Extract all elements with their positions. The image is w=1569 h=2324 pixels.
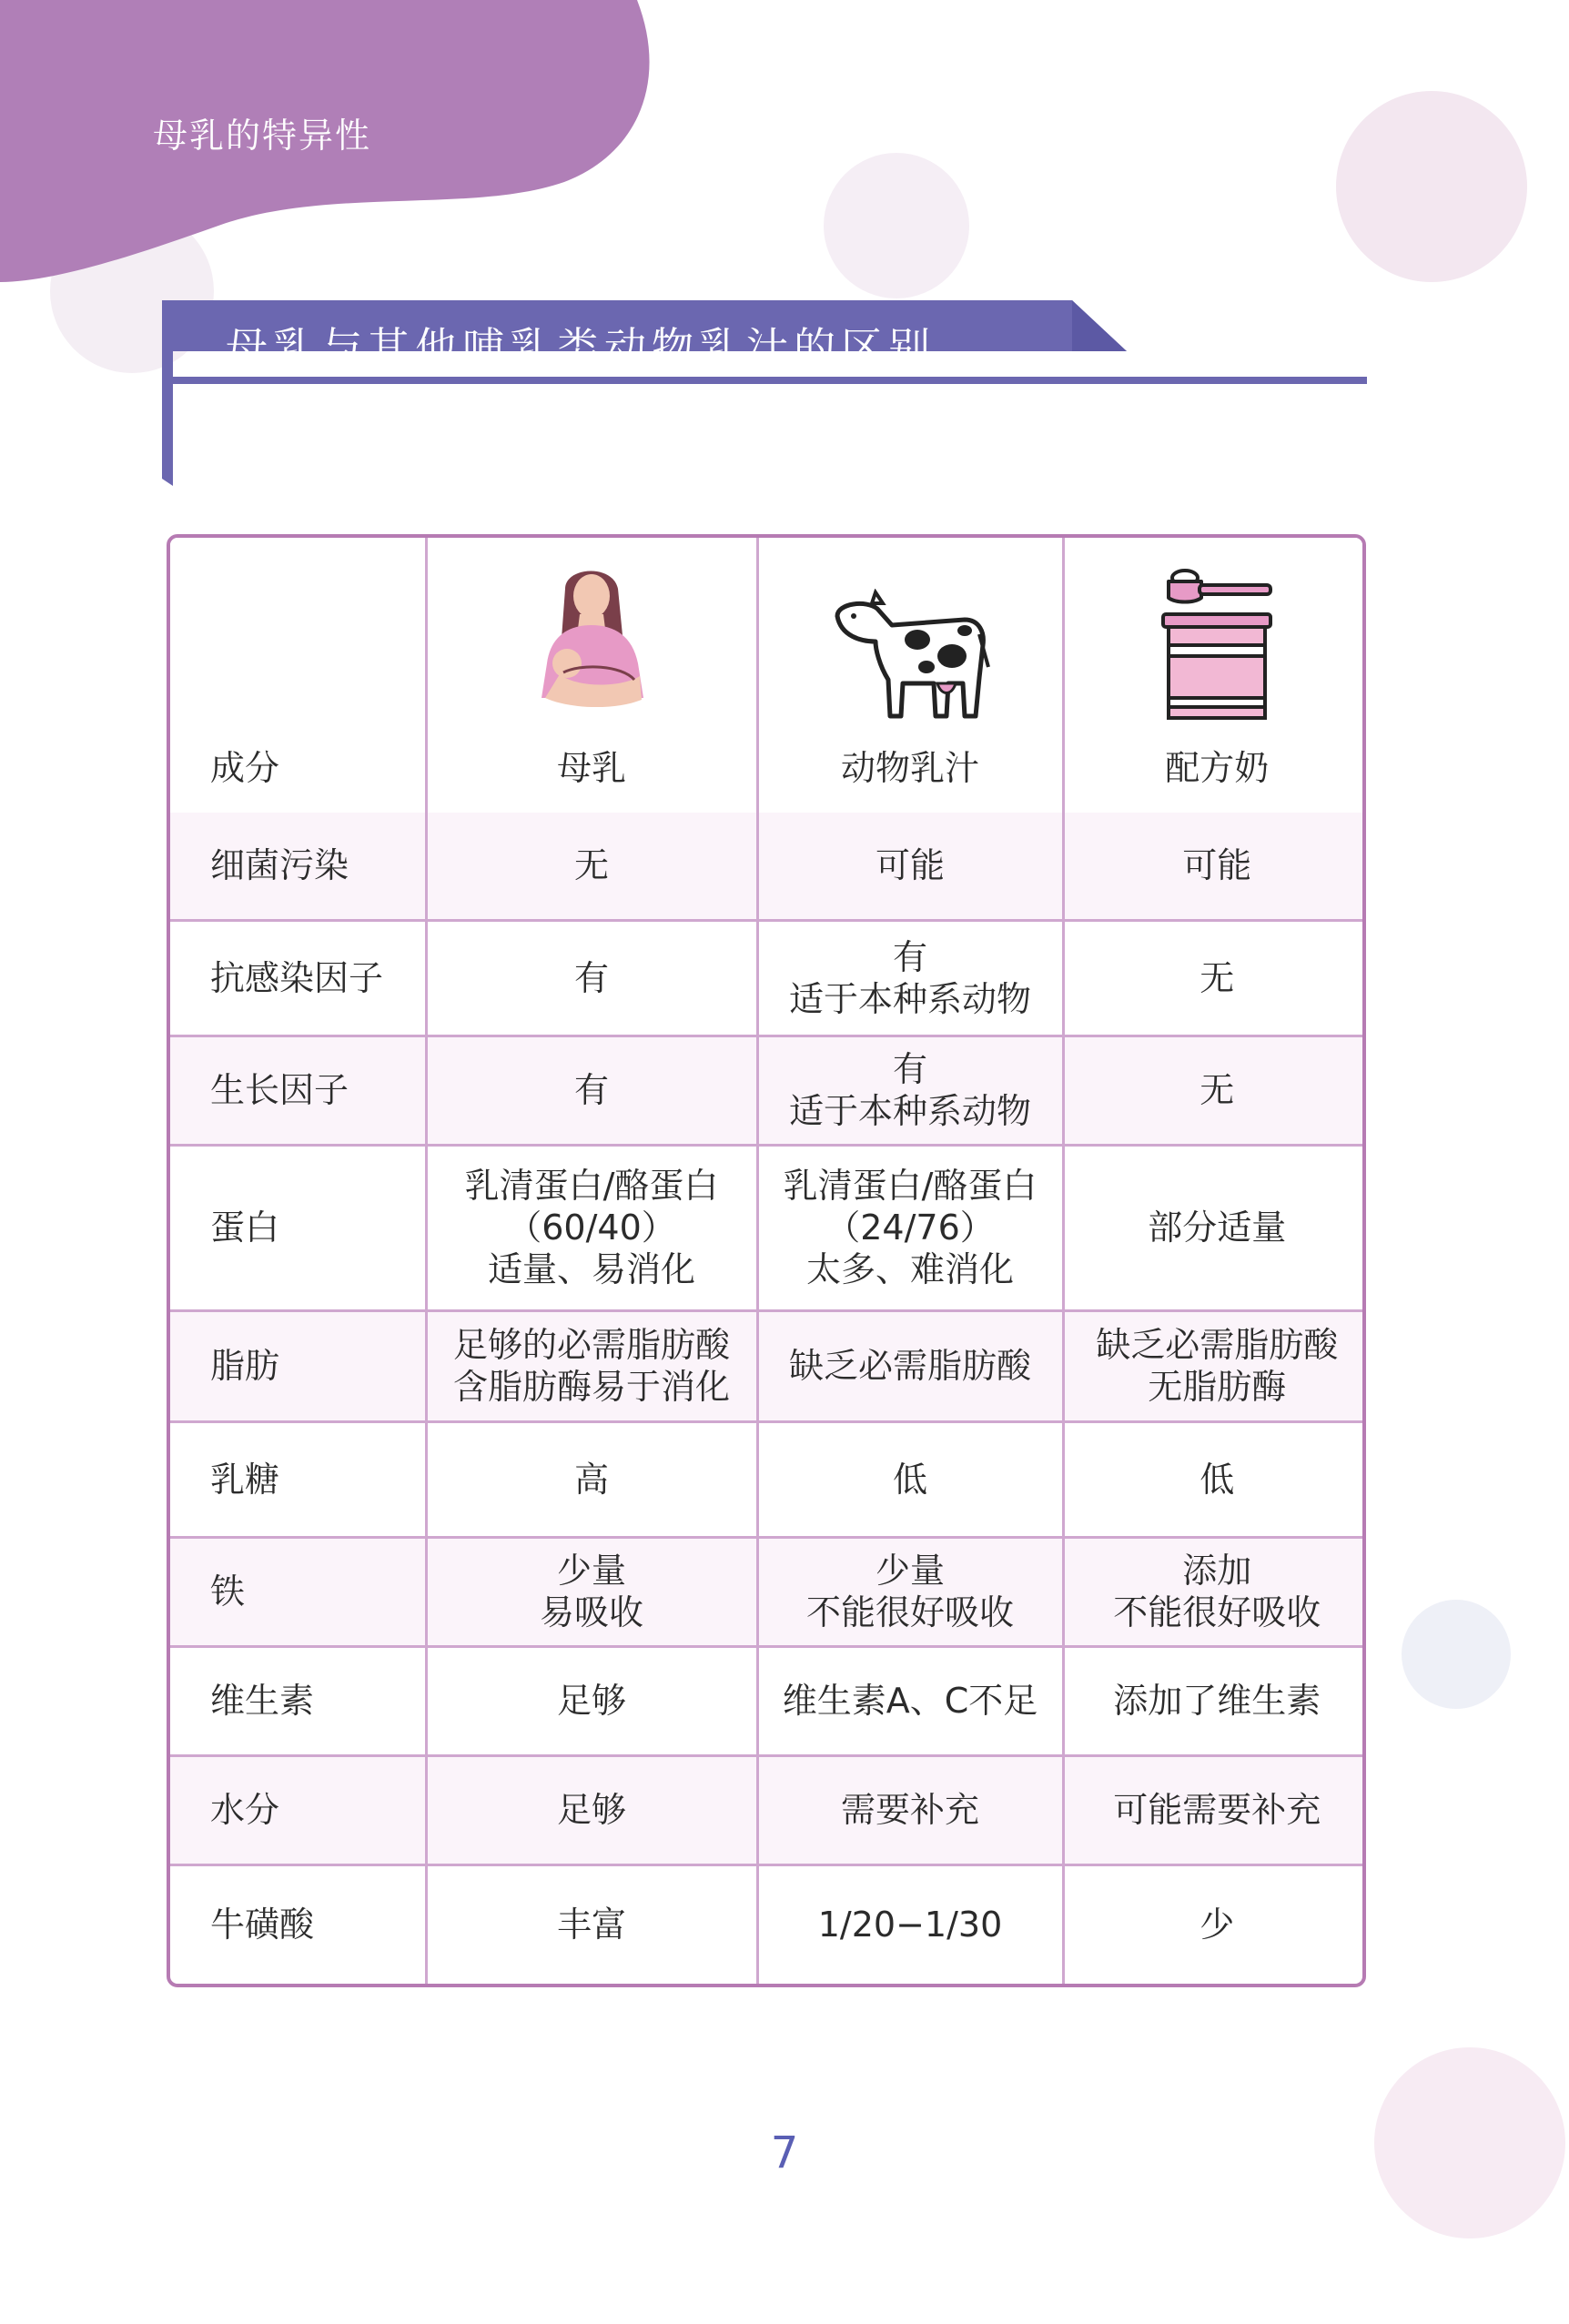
cell-breast-milk: 足够的必需脂肪酸 含脂肪酶易于消化 xyxy=(426,1310,757,1421)
cell-animal-milk: 有 适于本种系动物 xyxy=(757,920,1063,1036)
cell-formula: 添加 不能很好吸收 xyxy=(1063,1537,1366,1646)
column-header-component: 成分 xyxy=(170,538,426,813)
formula-can-icon xyxy=(1158,561,1276,725)
decorative-blob xyxy=(1336,91,1527,282)
cell-animal-milk: 维生素A、C不足 xyxy=(757,1646,1063,1755)
table-row xyxy=(170,920,1366,1036)
cell-animal-milk: 少量 不能很好吸收 xyxy=(757,1537,1063,1646)
page-number: 7 xyxy=(770,2127,799,2178)
page-title: 母乳与其他哺乳类动物乳汁的区别 xyxy=(226,323,936,372)
cell-breast-milk: 有 xyxy=(426,920,757,1036)
cell-animal-milk: 低 xyxy=(757,1421,1063,1537)
cow-icon xyxy=(828,589,992,725)
cell-animal-milk: 有 适于本种系动物 xyxy=(757,1036,1063,1145)
cell-breast-milk: 丰富 xyxy=(426,1864,757,1984)
row-label: 牛磺酸 xyxy=(170,1864,426,1984)
row-label: 蛋白 xyxy=(170,1145,426,1310)
table-row xyxy=(170,1036,1366,1145)
row-label: 细菌污染 xyxy=(170,813,426,920)
table-row xyxy=(170,813,1366,920)
column-header-label: 动物乳汁 xyxy=(840,748,979,788)
cell-formula: 无 xyxy=(1063,1036,1366,1145)
decorative-blob xyxy=(824,153,969,298)
breastfeeding-mother-icon xyxy=(523,561,660,725)
table-row xyxy=(170,1755,1366,1864)
cell-formula: 可能需要补充 xyxy=(1063,1755,1366,1864)
cell-formula: 无 xyxy=(1063,920,1366,1036)
cell-animal-milk: 缺乏必需脂肪酸 xyxy=(757,1310,1063,1421)
cell-animal-milk: 乳清蛋白/酪蛋白 （24/76） 太多、难消化 xyxy=(757,1145,1063,1310)
table-row xyxy=(170,1864,1366,1984)
column-header-breast-milk xyxy=(426,538,757,813)
table-header-row xyxy=(170,538,1366,813)
row-label: 脂肪 xyxy=(170,1310,426,1421)
row-label: 维生素 xyxy=(170,1646,426,1755)
table-row xyxy=(170,1421,1366,1537)
cell-breast-milk: 足够 xyxy=(426,1646,757,1755)
cell-animal-milk: 1/20−1/30 xyxy=(757,1864,1063,1984)
table-row xyxy=(170,1145,1366,1310)
row-label: 生长因子 xyxy=(170,1036,426,1145)
cell-formula: 可能 xyxy=(1063,813,1366,920)
table-row xyxy=(170,1310,1366,1421)
cell-formula: 低 xyxy=(1063,1421,1366,1537)
cell-animal-milk: 需要补充 xyxy=(757,1755,1063,1864)
cell-formula: 部分适量 xyxy=(1063,1145,1366,1310)
row-label: 铁 xyxy=(170,1537,426,1646)
column-header-label: 配方奶 xyxy=(1165,748,1270,788)
cell-formula: 缺乏必需脂肪酸 无脂肪酶 xyxy=(1063,1310,1366,1421)
cell-animal-milk: 可能 xyxy=(757,813,1063,920)
cell-breast-milk: 足够 xyxy=(426,1755,757,1864)
column-header-animal-milk xyxy=(757,538,1063,813)
table-row xyxy=(170,1646,1366,1755)
column-header-label: 母乳 xyxy=(556,748,626,788)
row-label: 抗感染因子 xyxy=(170,920,426,1036)
comparison-table xyxy=(167,534,1366,1987)
cell-breast-milk: 少量 易吸收 xyxy=(426,1537,757,1646)
cell-formula: 少 xyxy=(1063,1864,1366,1984)
column-header-formula xyxy=(1063,538,1366,813)
cell-formula: 添加了维生素 xyxy=(1063,1646,1366,1755)
row-label: 乳糖 xyxy=(170,1421,426,1537)
row-label: 水分 xyxy=(170,1755,426,1864)
cell-breast-milk: 无 xyxy=(426,813,757,920)
cell-breast-milk: 高 xyxy=(426,1421,757,1537)
cell-breast-milk: 有 xyxy=(426,1036,757,1145)
table-row xyxy=(170,1537,1366,1646)
section-label: 母乳的特异性 xyxy=(153,116,372,156)
decorative-blob xyxy=(1402,1600,1511,1709)
cell-breast-milk: 乳清蛋白/酪蛋白 （60/40） 适量、易消化 xyxy=(426,1145,757,1310)
